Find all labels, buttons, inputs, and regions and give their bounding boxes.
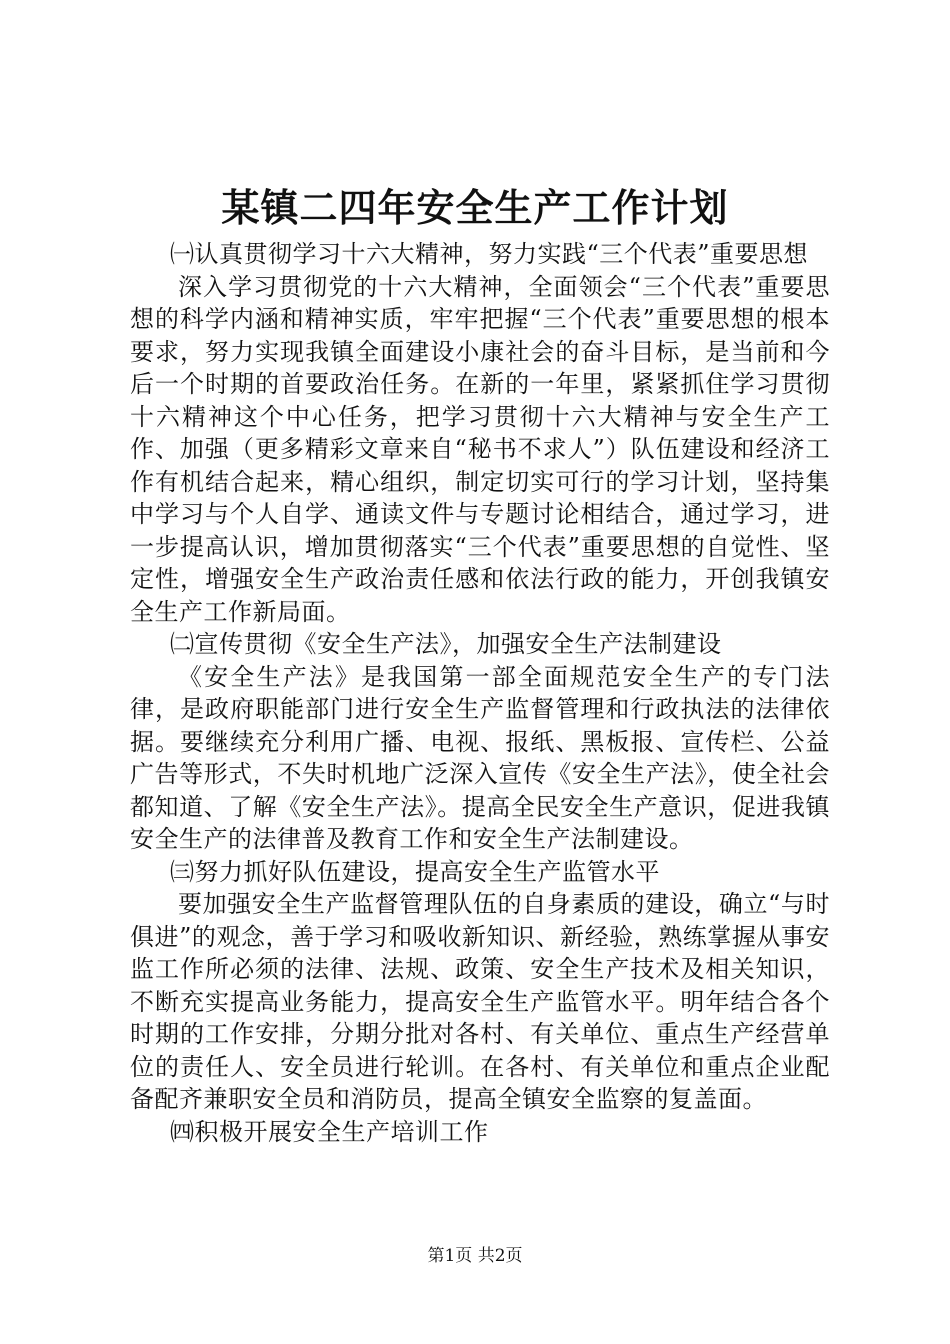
section-heading-4: ㈣积极开展安全生产培训工作 bbox=[170, 1117, 489, 1146]
section-body-2: 《安全生产法》是我国第一部全面规范安全生产的专门法律，是政府职能部门进行安全生产监督管理和行政执法的法律依据。要继续充分利用广播、电视、报纸、黑板报、宣传栏、公益广告等形式，不失时机地广泛深入宣传《安全生产法》，使全社会都知道、了解《安全生产法》。提高全民安全生产意识，促进我镇安全生产的法律普及教育工作和安全生产法制建设。 bbox=[130, 662, 830, 853]
section-heading-2: ㈡宣传贯彻《安全生产法》，加强安全生产法制建设 bbox=[170, 630, 722, 658]
document-body bbox=[130, 238, 830, 1148]
section-heading-3: ㈢努力抓好队伍建设，提高安全生产监管水平 bbox=[170, 857, 660, 886]
document-title: 某镇二四年安全生产工作计划 bbox=[221, 185, 729, 230]
section-heading-1: ㈠认真贯彻学习十六大精神，努力实践“三个代表”重要思想 bbox=[170, 240, 809, 268]
section-body-3: 要加强安全生产监督管理队伍的自身素质的建设，确立“与时俱进”的观念，善于学习和吸收新知识、新经验，熟练掌握从事安监工作所必须的法律、法规、政策、安全生产技术及相关知识，不断充实提高业务能力，提高安全生产监管水平。明年结合各个时期的工作安排，分期分批对各村、有关单位、重点生产经营单位的责任人、安全员进行轮训。在各村、有关单位和重点企业配备配齐兼职安全员和消防员，提高全镇安全监察的复盖面。 bbox=[130, 890, 830, 1113]
page-number-footer: 第1页 共2页 bbox=[427, 1246, 523, 1266]
section-body-1: 深入学习贯彻党的十六大精神，全面领会“三个代表”重要思想的科学内涵和精神实质，牢牢把握“三个代表”重要思想的根本要求，努力实现我镇全面建设小康社会的奋斗目标，是当前和今后一个时期的首要政治任务。在新的一年里，紧紧抓住学习贯彻十六精神这个中心任务，把学习贯彻十六大精神与安全生产工作、加强（更多精彩文章来自“秘书不求人”）队伍建设和经济工作有机结合起来，精心组织，制定切实可行的学习计划，坚持集中学习与个人自学、通读文件与专题讨论相结合，通过学习，进一步提高认识，增加贯彻落实“三个代表”重要思想的自觉性、坚定性，增强安全生产政治责任感和依法行政的能力，开创我镇安全生产工作新局面。 bbox=[130, 272, 830, 626]
